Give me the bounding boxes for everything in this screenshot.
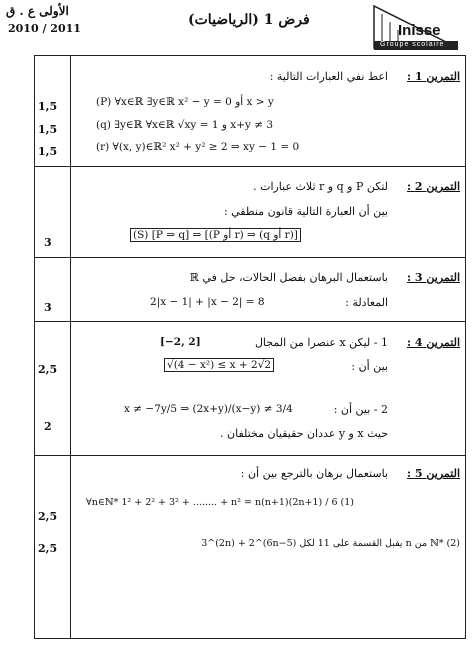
exercise-4-label: التمرين 4 :	[407, 336, 460, 349]
exercise-1-statement-q: (q) ∃y∈ℝ ∀x∈ℝ √xy = 1 و x+y ≠ 3	[96, 119, 274, 131]
exercise-1-instruction: اعط نفي العبارات التالية :	[269, 70, 388, 83]
exercise-4-condition: حيث x و y عددان حقيقيان مختلفان .	[220, 427, 388, 440]
exercise-1-score-3: 1,5	[38, 145, 58, 158]
exercise-3-equation-label: المعادلة :	[345, 296, 388, 309]
exercise-1-score-1: 1,5	[38, 100, 58, 113]
exercise-5-score-1: 2,5	[38, 510, 58, 523]
exercise-5-line-1: باستعمال برهان بالترجع بين أن :	[240, 467, 388, 480]
exercise-2-line-1: لتكن P و q و r ثلاث عبارات .	[253, 180, 388, 193]
exercise-3-label: التمرين 3 :	[407, 271, 460, 284]
logo-text: Inisse	[398, 22, 441, 39]
exercise-4-part-2-formula: x ≠ −7y/5 ⇒ (2x+y)/(x−y) ≠ 3/4	[124, 403, 293, 415]
exercise-4-line-1: 1 - ليكن x عنصرا من المجال	[254, 336, 388, 349]
exercise-4-interval: [−2, 2]	[160, 336, 201, 348]
exercise-3-line-1: باستعمال البرهان بفصل الحالات، حل في ℝ	[189, 271, 388, 284]
exercise-1-statement-p: (P) ∀x∈ℝ ∃y∈ℝ x² − y = 0 أو x > y	[96, 96, 274, 108]
school-year: 2010 / 2011	[8, 22, 81, 35]
exercise-1-statement-r: (r) ∀(x, y)∈ℝ² x² + y² ≥ 2 ⇒ xy − 1 = 0	[96, 141, 300, 153]
exercise-1-label: التمرين 1 :	[407, 70, 460, 83]
row-divider-4	[34, 455, 466, 456]
exercise-1-score-2: 1,5	[38, 123, 58, 136]
class-label: الأولى ع . ق	[6, 4, 69, 18]
exercise-4-show-label: بين أن :	[351, 360, 388, 373]
exercise-2-formula: (S) [P ⇒ q] ⇒ [(P أو r) ⇒ (q أو r)]	[130, 228, 301, 242]
row-divider-3	[34, 321, 466, 322]
page-title: فرض 1 (الرياضيات)	[188, 12, 310, 28]
exercise-4-part-2-label: 2 - بين أن :	[333, 403, 388, 416]
exercise-3-equation: 2|x − 1| + |x − 2| = 8	[150, 296, 265, 308]
exercise-4-score-2: 2	[44, 420, 52, 433]
exercise-5-score-2: 2,5	[38, 542, 58, 555]
row-divider-1	[34, 166, 466, 167]
exercise-2-score: 3	[44, 236, 52, 249]
exercise-4-inequality: √(4 − x²) ≤ x + 2√2	[164, 358, 274, 372]
exercise-5-label: التمرين 5 :	[407, 467, 460, 480]
school-logo	[354, 4, 464, 52]
exercise-2-label: التمرين 2 :	[407, 180, 460, 193]
logo-subtext: Groupe scolaire	[380, 41, 445, 48]
exercise-2-line-2: بين أن العبارة التالية قانون منطقي :	[223, 205, 388, 218]
exercise-3-score: 3	[44, 301, 52, 314]
score-column-divider	[70, 55, 71, 639]
exercise-4-score-1: 2,5	[38, 363, 58, 376]
exercise-5-item-2: 3^(2n) + 2^(6n−5) يقبل القسمة على 11 لكل n من ℕ* (2)	[201, 538, 460, 549]
row-divider-2	[34, 257, 466, 258]
exercise-5-item-1: ∀n∈ℕ* 1² + 2² + 3² + ........ + n² = n(n+1)(2n+1) / 6 (1)	[86, 497, 354, 508]
